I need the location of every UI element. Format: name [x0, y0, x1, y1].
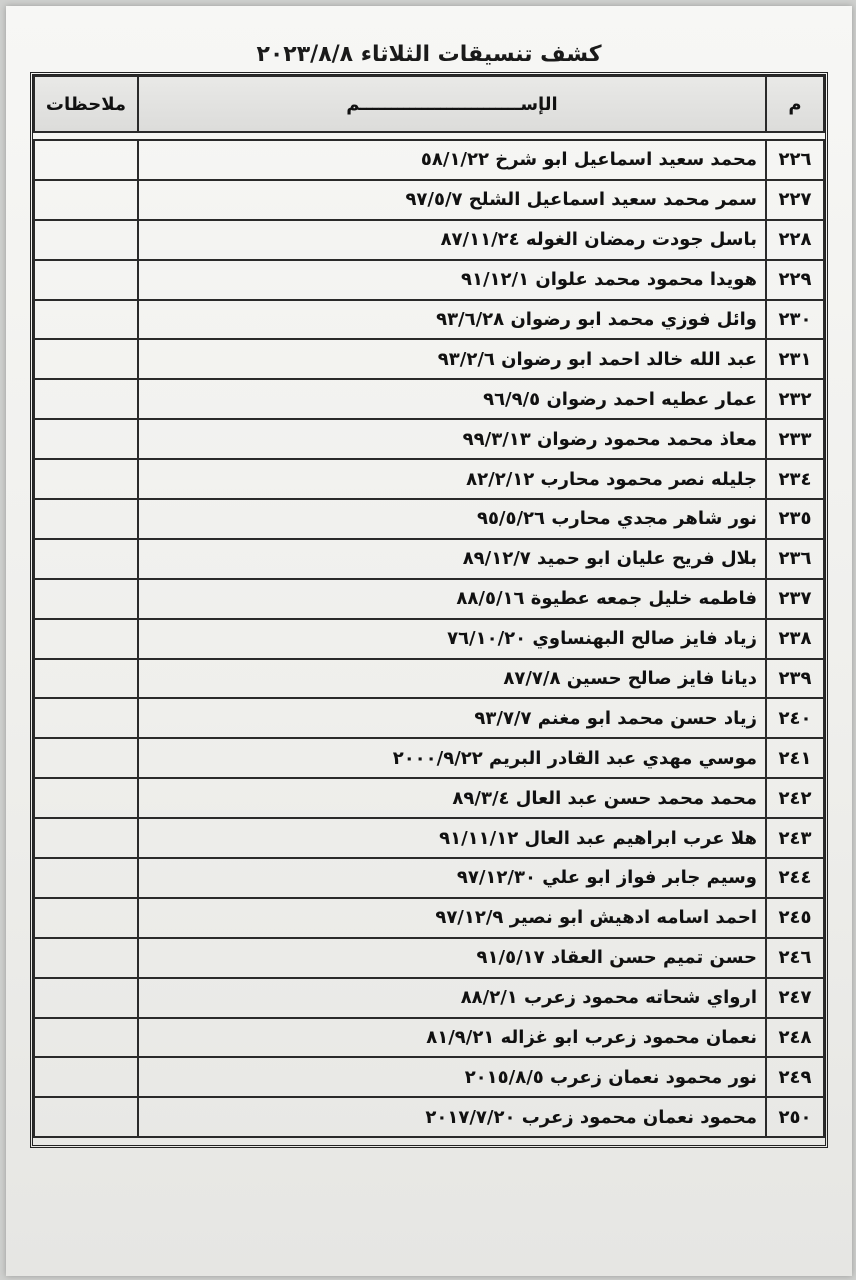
header-name: الإســــــــــــــــــــــــــم: [138, 76, 766, 132]
table-row: [34, 260, 824, 300]
row-name: معاذ محمد محمود رضوان ٩٩/٣/١٣: [138, 419, 766, 459]
row-number: ٢٢٧: [766, 180, 824, 220]
table-row: [34, 659, 824, 699]
table-row: [34, 140, 824, 180]
row-name: محمد سعيد اسماعيل ابو شرخ ٥٨/١/٢٢: [138, 140, 766, 180]
table-row: [34, 698, 824, 738]
table-row: [34, 459, 824, 499]
table-row: [34, 978, 824, 1018]
table-row: [34, 778, 824, 818]
row-name: هلا عرب ابراهيم عبد العال ٩١/١١/١٢: [138, 818, 766, 858]
row-notes: [34, 499, 138, 539]
row-number: ٢٣٦: [766, 539, 824, 579]
row-name: وائل فوزي محمد ابو رضوان ٩٣/٦/٢٨: [138, 300, 766, 340]
row-name: نعمان محمود زعرب ابو غزاله ٨١/٩/٢١: [138, 1018, 766, 1058]
row-name: باسل جودت رمضان الغوله ٨٧/١١/٢٤: [138, 220, 766, 260]
row-number: ٢٢٨: [766, 220, 824, 260]
row-notes: [34, 180, 138, 220]
row-notes: [34, 459, 138, 499]
row-notes: [34, 220, 138, 260]
header-notes: ملاحظات: [34, 76, 138, 132]
row-name: ارواي شحاته محمود زعرب ٨٨/٢/١: [138, 978, 766, 1018]
row-notes: [34, 140, 138, 180]
row-number: ٢٤٤: [766, 858, 824, 898]
page-title: كشف تنسيقات الثلاثاء ٢٠٢٣/٨/٨: [256, 42, 602, 67]
row-name: سمر محمد سعيد اسماعيل الشلح ٩٧/٥/٧: [138, 180, 766, 220]
row-number: ٢٢٩: [766, 260, 824, 300]
table-row: [34, 379, 824, 419]
header-number: م: [766, 76, 824, 132]
row-name: زياد فايز صالح البهنساوي ٧٦/١٠/٢٠: [138, 619, 766, 659]
table-row: [34, 1097, 824, 1137]
row-name: احمد اسامه ادهيش ابو نصير ٩٧/١٢/٩: [138, 898, 766, 938]
row-number: ٢٤٣: [766, 818, 824, 858]
row-number: ٢٤٦: [766, 938, 824, 978]
table-row: [34, 579, 824, 619]
table-row: [34, 339, 824, 379]
row-number: ٢٤١: [766, 738, 824, 778]
names-table-frame: [30, 72, 828, 1148]
row-number: ٢٢٦: [766, 140, 824, 180]
row-name: فاطمه خليل جمعه عطيوة ٨٨/٥/١٦: [138, 579, 766, 619]
row-notes: [34, 738, 138, 778]
table-row: [34, 499, 824, 539]
row-name: هويدا محمود محمد علوان ٩١/١٢/١: [138, 260, 766, 300]
row-notes: [34, 1057, 138, 1097]
row-name: عمار عطيه احمد رضوان ٩٦/٩/٥: [138, 379, 766, 419]
row-name: نور محمود نعمان زعرب ٢٠١٥/٨/٥: [138, 1057, 766, 1097]
table-row: [34, 1018, 824, 1058]
row-name: جليله نصر محمود محارب ٨٢/٢/١٢: [138, 459, 766, 499]
row-name: حسن تميم حسن العقاد ٩١/٥/١٧: [138, 938, 766, 978]
row-notes: [34, 698, 138, 738]
names-table: [33, 75, 825, 1138]
row-number: ٢٤٥: [766, 898, 824, 938]
table-row: [34, 898, 824, 938]
row-number: ٢٤٨: [766, 1018, 824, 1058]
row-number: ٢٣٠: [766, 300, 824, 340]
row-number: ٢٤٢: [766, 778, 824, 818]
row-notes: [34, 818, 138, 858]
row-number: ٢٤٧: [766, 978, 824, 1018]
row-notes: [34, 260, 138, 300]
row-notes: [34, 419, 138, 459]
row-notes: [34, 938, 138, 978]
row-name: محمود نعمان محمود زعرب ٢٠١٧/٧/٢٠: [138, 1097, 766, 1137]
row-notes: [34, 1097, 138, 1137]
table-row: [34, 1057, 824, 1097]
header-gap: [34, 132, 824, 140]
row-number: ٢٣٥: [766, 499, 824, 539]
row-name: نور شاهر مجدي محارب ٩٥/٥/٢٦: [138, 499, 766, 539]
paper-sheet: [6, 6, 852, 1276]
row-number: ٢٣٢: [766, 379, 824, 419]
row-notes: [34, 339, 138, 379]
table-row: [34, 619, 824, 659]
row-number: ٢٣٨: [766, 619, 824, 659]
row-notes: [34, 659, 138, 699]
row-notes: [34, 858, 138, 898]
table-row: [34, 220, 824, 260]
table-row: [34, 419, 824, 459]
row-notes: [34, 778, 138, 818]
row-name: وسيم جابر فواز ابو علي ٩٧/١٢/٣٠: [138, 858, 766, 898]
row-notes: [34, 539, 138, 579]
table-row: [34, 180, 824, 220]
row-name: محمد محمد حسن عبد العال ٨٩/٣/٤: [138, 778, 766, 818]
table-row: [34, 818, 824, 858]
table-row: [34, 300, 824, 340]
row-notes: [34, 1018, 138, 1058]
row-number: ٢٣٤: [766, 459, 824, 499]
row-notes: [34, 579, 138, 619]
row-name: زياد حسن محمد ابو مغنم ٩٣/٧/٧: [138, 698, 766, 738]
row-notes: [34, 379, 138, 419]
row-notes: [34, 619, 138, 659]
table-row: [34, 858, 824, 898]
row-name: موسي مهدي عبد القادر البريم ٢٠٠٠/٩/٢٢: [138, 738, 766, 778]
row-number: ٢٣٩: [766, 659, 824, 699]
row-name: بلال فريح عليان ابو حميد ٨٩/١٢/٧: [138, 539, 766, 579]
row-number: ٢٤٠: [766, 698, 824, 738]
row-number: ٢٤٩: [766, 1057, 824, 1097]
row-notes: [34, 300, 138, 340]
table-row: [34, 738, 824, 778]
table-row: [34, 938, 824, 978]
table-row: [34, 539, 824, 579]
row-number: ٢٣٣: [766, 419, 824, 459]
row-number: ٢٣٧: [766, 579, 824, 619]
row-number: ٢٣١: [766, 339, 824, 379]
row-notes: [34, 978, 138, 1018]
row-notes: [34, 898, 138, 938]
row-name: عبد الله خالد احمد ابو رضوان ٩٣/٢/٦: [138, 339, 766, 379]
row-number: ٢٥٠: [766, 1097, 824, 1137]
table-header-row: [34, 76, 824, 132]
row-name: ديانا فايز صالح حسين ٨٧/٧/٨: [138, 659, 766, 699]
